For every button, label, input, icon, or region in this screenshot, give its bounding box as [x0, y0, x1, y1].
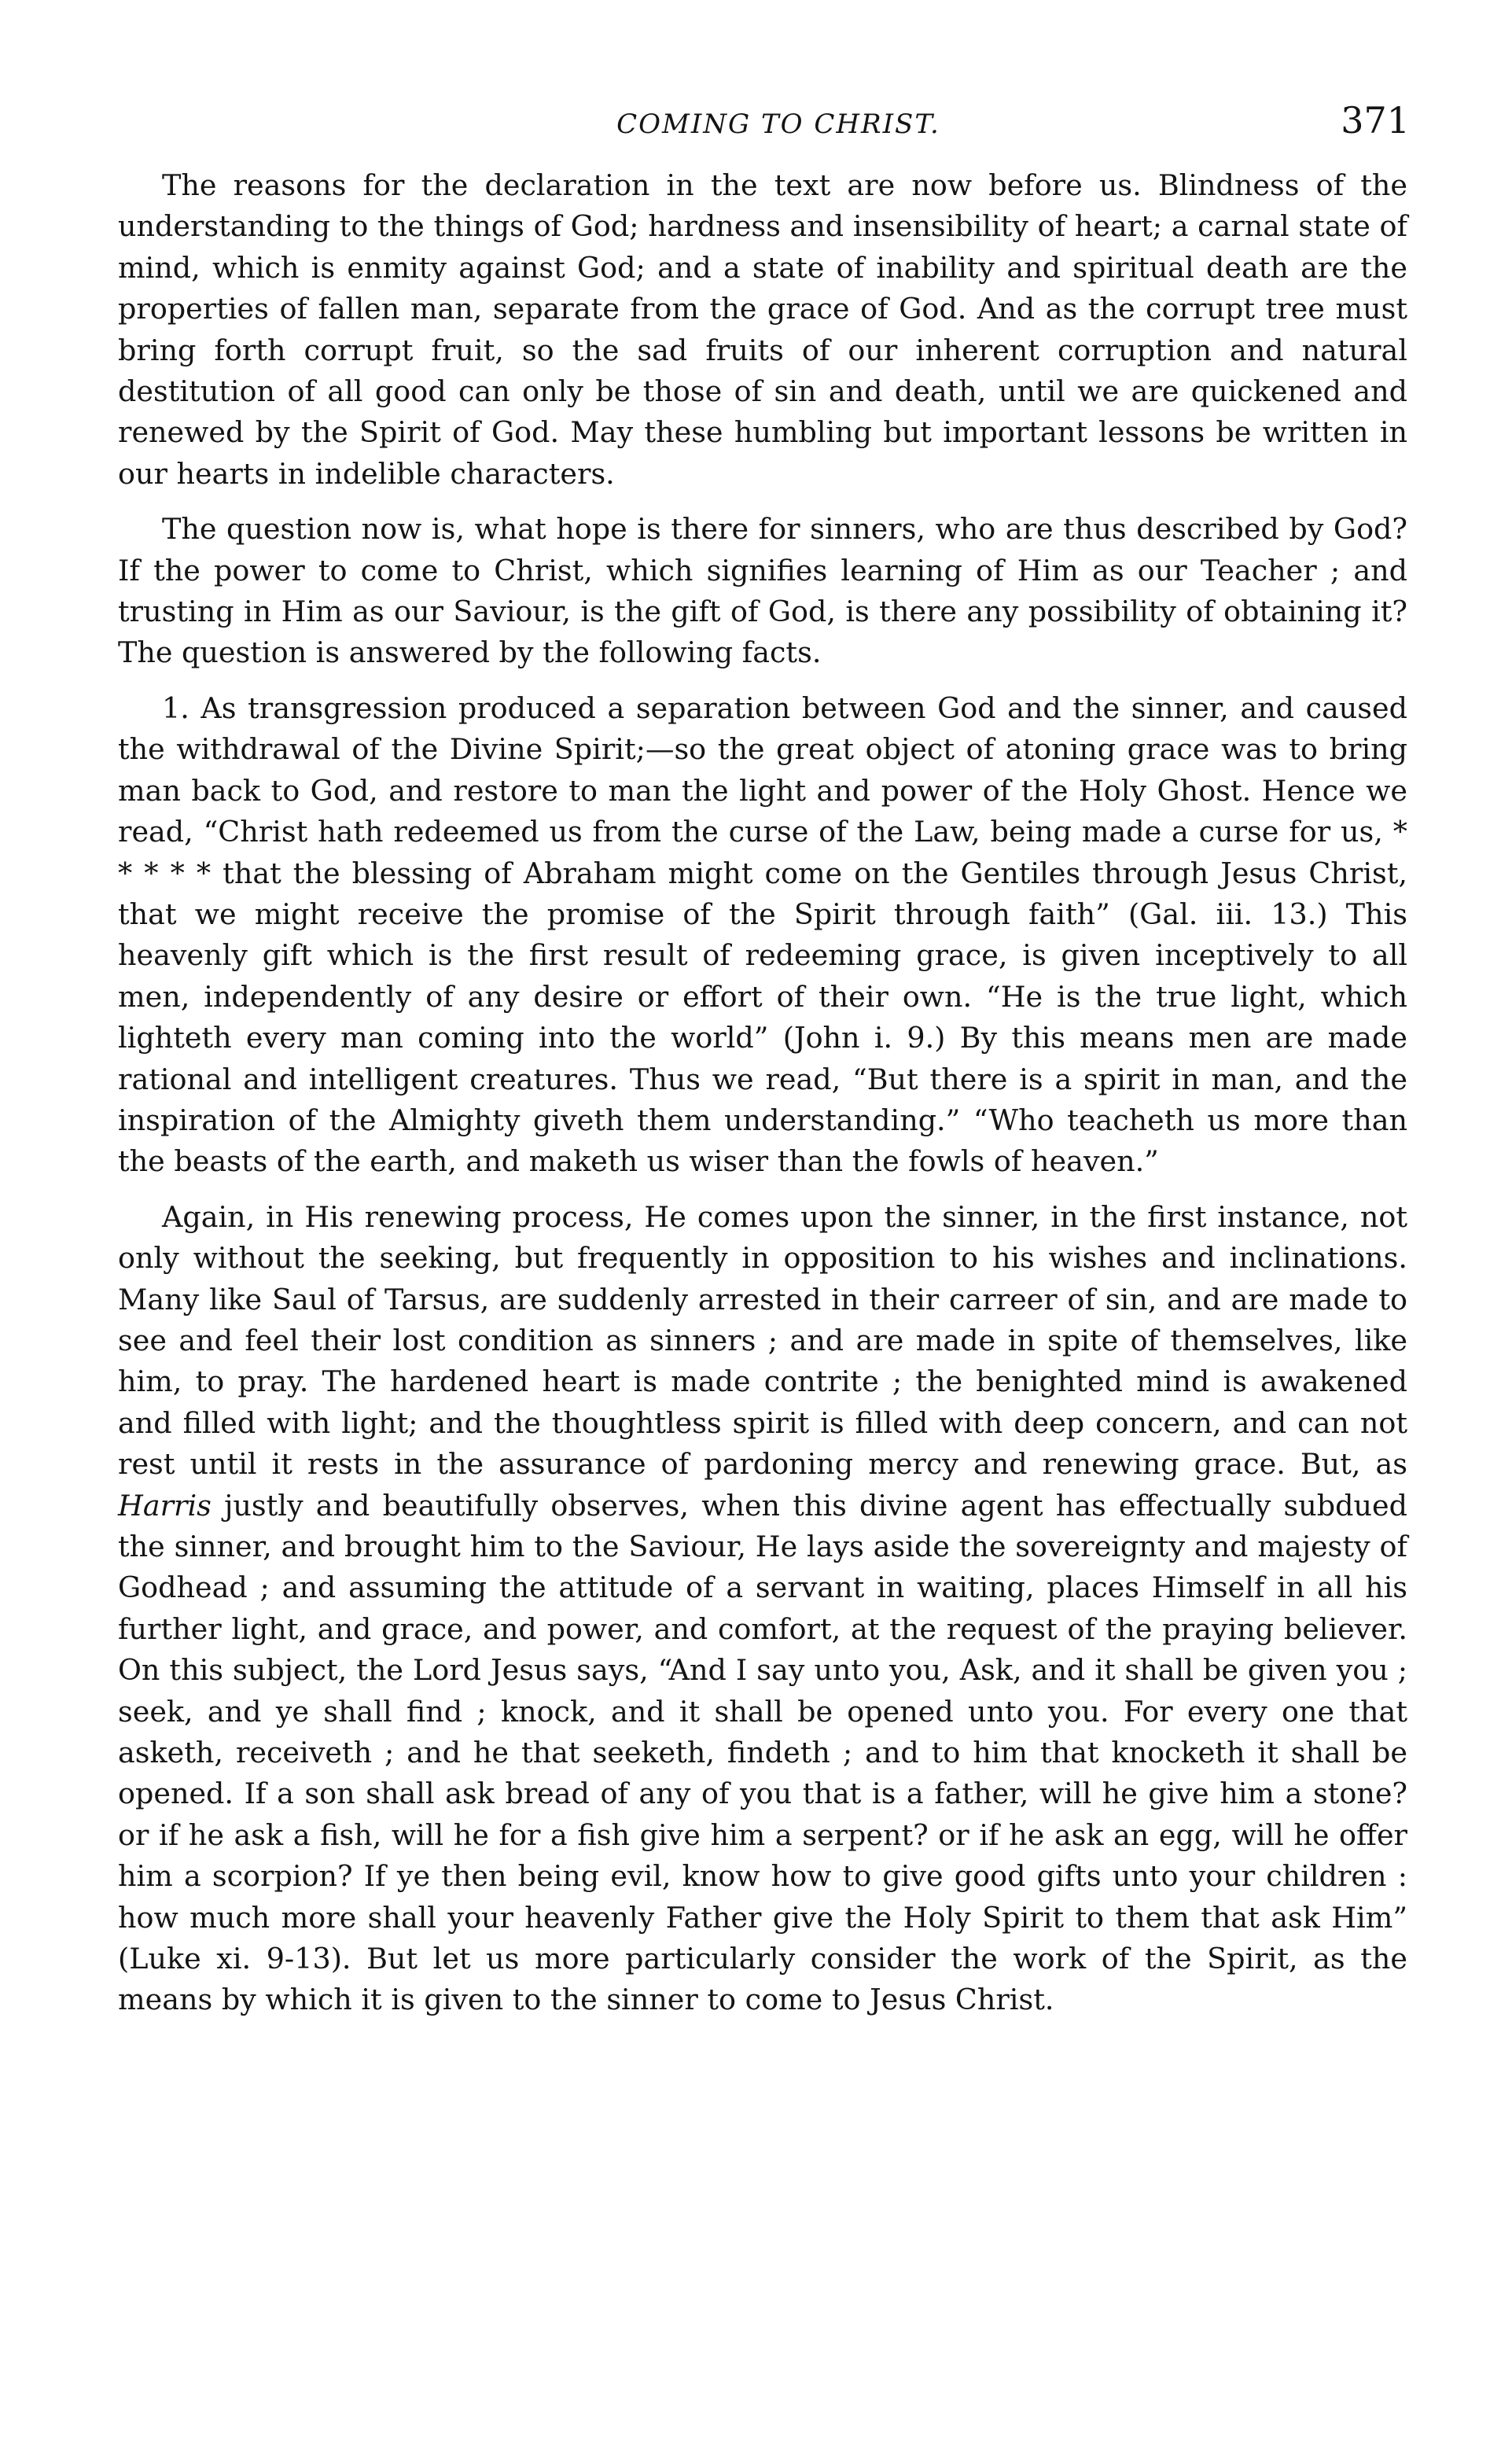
- paragraph-renewing-process: [118, 1197, 1407, 2021]
- paragraph-text-before: Again, in His renewing process, He comes upon the sinner, in the first instance, not only without the seeking, but frequently in opposition to his wishes and inclinations. Many like Saul of Tarsus, are suddenly arrested in their carreer of sin, and are made to see and feel their lost condition as sinners ; and are made in spite of themselves, like him, to pray. The hardened heart is made contrite ; the benighted mind is awakened and filled with light; and the thoughtless spirit is filled with deep concern, and can not rest until it rests in the assurance of pardoning mercy and renewing grace. But, as: [118, 1199, 1407, 1482]
- running-head: [118, 94, 1410, 165]
- page-number: 371: [1341, 99, 1410, 142]
- running-title: COMING TO CHRIST.: [616, 109, 940, 140]
- paragraph-reasons: The reasons for the declaration in the text are now before us. Blindness of the understanding to the things of God; hardness and insensibility of heart; a carnal state of mind, which is enmity against God; and a state of inability and spiritual death are the properties of fallen man, separate from the grace of God. And as the corrupt tree must bring forth corrupt fruit, so the sad fruits of our inherent corruption and natural destitution of all good can only be those of sin and death, until we are quickened and renewed by the Spirit of God. May these humbling but important lessons be written in our hearts in indelible characters.: [118, 168, 1407, 491]
- paragraph-question: The question now is, what hope is there for sinners, who are thus described by God? If the power to come to Christ, which signifies learning of Him as our Teacher ; and trusting in Him as our Saviour, is the gift of God, is there any possibility of obtaining it? The question is answered by the following facts.: [118, 512, 1407, 670]
- paragraph-text-after: justly and beautifully observes, when this divine agent has effectually subdued the sinner, and brought him to the Saviour, He lays aside the sovereignty and majesty of Godhead ; and assuming the attitude of a servant in waiting, places Himself in all his further light, and grace, and power, and comfort, at the request of the praying believer. On this subject, the Lord Jesus says, “And I say unto you, Ask, and it shall be given you ; seek, and ye shall find ; knock, and it shall be opened unto you. For every one that asketh, receiveth ; and he that seeketh, findeth ; and to him that knocketh it shall be opened. If a son shall ask bread of any of you that is a father, will he give him a stone? or if he ask a fish, will he for a fish give him a serpent? or if he ask an egg, will he offer him a scorpion? If ye then being evil, know how to give good gifts unto your children : how much more shall your heavenly Father give the Holy Spirit to them that ask Him” (Luke xi. 9-13). But let us more particularly consider the work of the Spirit, as the means by which it is given to the sinner to come to Jesus Christ.: [118, 1488, 1407, 2017]
- book-page: [118, 94, 1410, 2035]
- body-text: [118, 165, 1407, 2021]
- italic-author-name: Harris: [118, 1488, 212, 1523]
- paragraph-point-one: 1. As transgression produced a separation between God and the sinner, and caused the withdrawal of the Divine Spirit;—so the great object of atoning grace was to bring man back to God, and restore to man the light and power of the Holy Ghost. Hence we read, “Christ hath redeemed us from the curse of the Law, being made a curse for us, * * * * * that the blessing of Abraham might come on the Gentiles through Jesus Christ, that we might receive the promise of the Spirit through faith” (Gal. iii. 13.) This heavenly gift which is the first result of redeeming grace, is given inceptively to all men, independently of any desire or effort of their own. “He is the true light, which lighteth every man coming into the world” (John i. 9.) By this means men are made rational and intelligent creatures. Thus we read, “But there is a spirit in man, and the inspiration of the Almighty giveth them understanding.” “Who teacheth us more than the beasts of the earth, and maketh us wiser than the fowls of heaven.”: [118, 690, 1407, 1179]
